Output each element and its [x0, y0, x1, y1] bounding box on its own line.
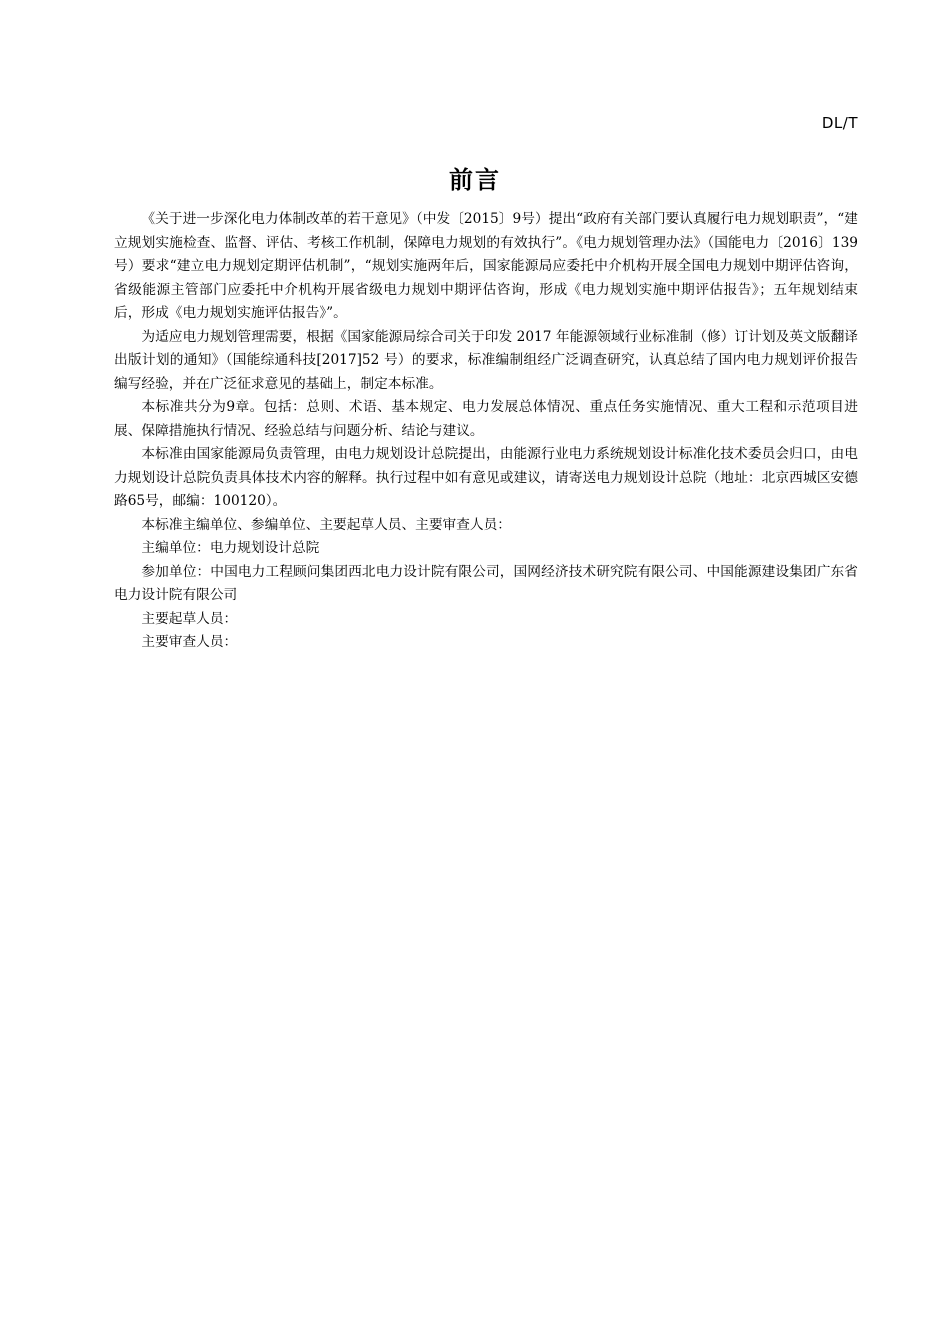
page-title: 前言	[449, 166, 501, 194]
paragraph-main-drafters: 主要起草人员：	[141, 610, 238, 627]
paragraph-contributors-intro: 本标准主编单位、参编单位、主要起草人员、主要审查人员：	[141, 516, 511, 533]
paragraph-participating-units: 参加单位：中国电力工程顾问集团西北电力设计院有限公司，国网经济技术研究院有限公司、中国能源建设集团广东省电力设计院有限公司	[114, 563, 858, 603]
paragraph-chapters: 本标准共分为9章。包括：总则、术语、基本规定、电力发展总体情况、重点任务实施情况、重大工程和示范项目进展、保障措施执行情况、经验总结与问题分析、结论与建议。	[114, 399, 858, 439]
paragraph-background: 《关于进一步深化电力体制改革的若干意见》（中发〔2015〕9号）提出“政府有关部门要认真履行电力规划职责”，“建立规划实施检查、监督、评估、考核工作机制，保障电力规划的有效执行”。《电力规划管理办法》（国能电力〔2016〕139号）要求“建立电力规划定期评估机制”，“规划实施两年后，国家能源局应委托中介机构开展全国电力规划中期评估咨询，省级能源主管部门应委托中介机构开展省级电力规划中期评估咨询，形成《电力规划实施中期评估报告》；五年规划结束后，形成《电力规划实施评估报告》”。	[114, 211, 858, 321]
document-code: DL/T	[821, 114, 858, 132]
foreword-body	[114, 208, 858, 655]
paragraph-management: 本标准由国家能源局负责管理，由电力规划设计总院提出，由能源行业电力系统规划设计标准化技术委员会归口，由电力规划设计总院负责具体技术内容的解释。执行过程中如有意见或建议，请寄送电力规划设计总院（地址：北京西城区安德路65号，邮编：100120）。	[114, 446, 858, 509]
paragraph-main-reviewers: 主要审查人员：	[141, 634, 238, 650]
paragraph-chief-editor: 主编单位：电力规划设计总院	[141, 540, 320, 556]
paragraph-basis: 为适应电力规划管理需要，根据《国家能源局综合司关于印发 2017 年能源领域行业标准制（修）订计划及英文版翻译出版计划的通知》（国能综通科技[2017]52 号）的要求，标准编制组经广泛调查研究，认真总结了国内电力规划评价报告编写经验，并在广泛征求意见的基础上，制定本标准。	[114, 328, 858, 392]
